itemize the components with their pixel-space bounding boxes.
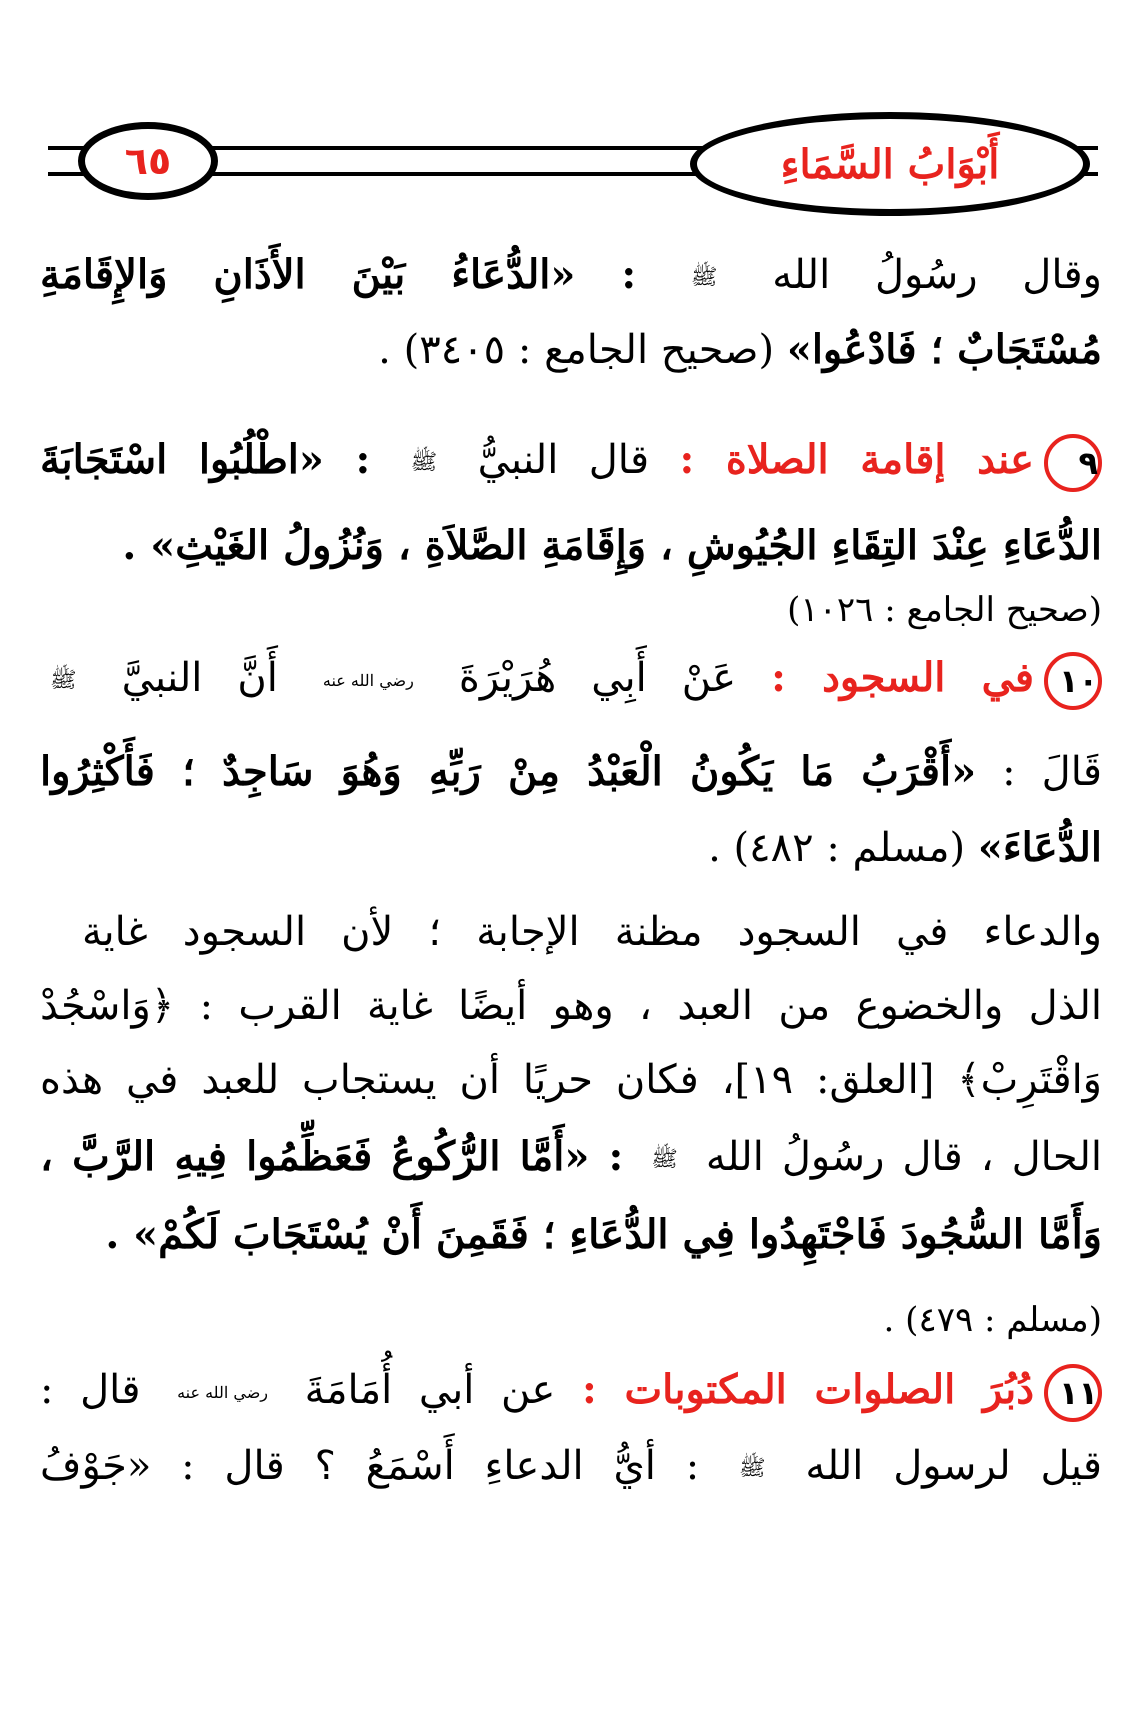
pbuh-glyph: ﷺ — [739, 1456, 766, 1481]
text-line — [708, 818, 1102, 878]
ra-glyph: رضي الله عنه — [322, 671, 414, 690]
hadith-text: : «اطْلُبُوا اسْتَجَابَةَ — [40, 436, 371, 483]
reference: (مسلم : ٤٧٩) . — [883, 1300, 1102, 1340]
text-line — [40, 1360, 1102, 1422]
page-number-oval — [78, 122, 218, 200]
text-run: قال النبيُّ — [477, 437, 650, 483]
text-line: وَاقْتَرِبْ﴾ [العلق: ١٩]، فكان حريًا أن يستجاب للعبد في هذه — [40, 1057, 1103, 1103]
text-run: عن أبي أُمَامَةَ — [304, 1367, 556, 1413]
reference: (مسلم : ٤٨٢) . — [708, 825, 966, 871]
text-line — [40, 648, 1102, 710]
text-line — [40, 245, 1102, 305]
hadith-text: «أَقْرَبُ مَا يَكُونُ الْعَبْدُ مِنْ رَبِّهِ وَهُوَ سَاجِدٌ ؛ فَأَكْثِرُوا — [40, 748, 977, 795]
text-run: أَنَّ النبيَّ — [121, 655, 278, 701]
pbuh-glyph: ﷺ — [410, 450, 438, 475]
text-line: الدُّعَاءِ عِنْدَ التِقَاءِ الجُيُوشِ ، وَإِقَامَةِ الصَّلاَةِ ، وَنُزُولُ الغَيْثِ» . — [122, 522, 1102, 569]
text-line: الذل والخضوع من العبد ، وهو أيضًا غاية القرب : ﴿وَاسْجُدْ — [40, 983, 1102, 1029]
text-line — [40, 1127, 1102, 1187]
book-title: أَبْوَابُ السَّمَاءِ — [780, 140, 1000, 188]
reference: (صحيح الجامع : ٣٤٠٥) . — [378, 327, 775, 373]
section-number-9: ٩ — [1044, 434, 1102, 492]
text-line — [40, 430, 1102, 492]
pbuh-glyph: ﷺ — [690, 265, 718, 290]
pbuh-glyph: ﷺ — [651, 1147, 678, 1172]
text-line — [40, 742, 1102, 802]
book-title-oval — [690, 112, 1090, 216]
text-line: والدعاء في السجود مظنة الإجابة ؛ لأن السجود غاية — [82, 909, 1102, 955]
ra-glyph: رضي الله عنه — [177, 1383, 269, 1402]
text-run: عَنْ أَبِي هُرَيْرَةَ — [458, 655, 737, 701]
hadith-text: مُسْتَجَابٌ ؛ فَادْعُوا» — [786, 326, 1102, 373]
text-run: قال : — [40, 1367, 141, 1413]
text-run: قيل لرسول الله — [805, 1443, 1103, 1489]
section-number-11: ١١ — [1044, 1364, 1102, 1422]
hadith-text: : «الدُّعَاءُ بَيْنَ الأَذَانِ وَالإِقَامَةِ — [40, 251, 637, 298]
section-title-11: دُبُرَ الصلوات المكتوبات : — [581, 1366, 1035, 1413]
text-line — [40, 1436, 1102, 1496]
text-run: الحال ، قال رسُولُ الله — [705, 1134, 1102, 1180]
text-line: وَأَمَّا السُّجُودَ فَاجْتَهِدُوا فِي الدُّعَاءِ ؛ فَقَمِنَ أَنْ يُسْتَجَابَ لَكُمْ» . — [105, 1211, 1102, 1258]
reference: (صحيح الجامع : ١٠٢٦) — [787, 590, 1102, 630]
text-run: قَالَ : — [1002, 749, 1103, 795]
hadith-text: الدُّعَاءَ» — [977, 824, 1102, 871]
text-line — [378, 320, 1102, 380]
section-title-9: عند إقامة الصلاة : — [679, 436, 1035, 483]
text-run: : أيُّ الدعاءِ أَسْمَعُ ؟ قال : «جَوْفُ — [40, 1443, 700, 1489]
section-title-10: في السجود : — [771, 654, 1035, 701]
section-number-10: ١٠ — [1044, 652, 1102, 710]
pbuh-glyph: ﷺ — [50, 668, 77, 693]
hadith-text: : «أَمَّا الرُّكُوعُ فَعَظِّمُوا فِيهِ الرَّبَّ ، — [40, 1133, 624, 1180]
page-number: ٦٥ — [124, 139, 172, 183]
text-run: وقال رسُولُ الله — [772, 252, 1102, 298]
